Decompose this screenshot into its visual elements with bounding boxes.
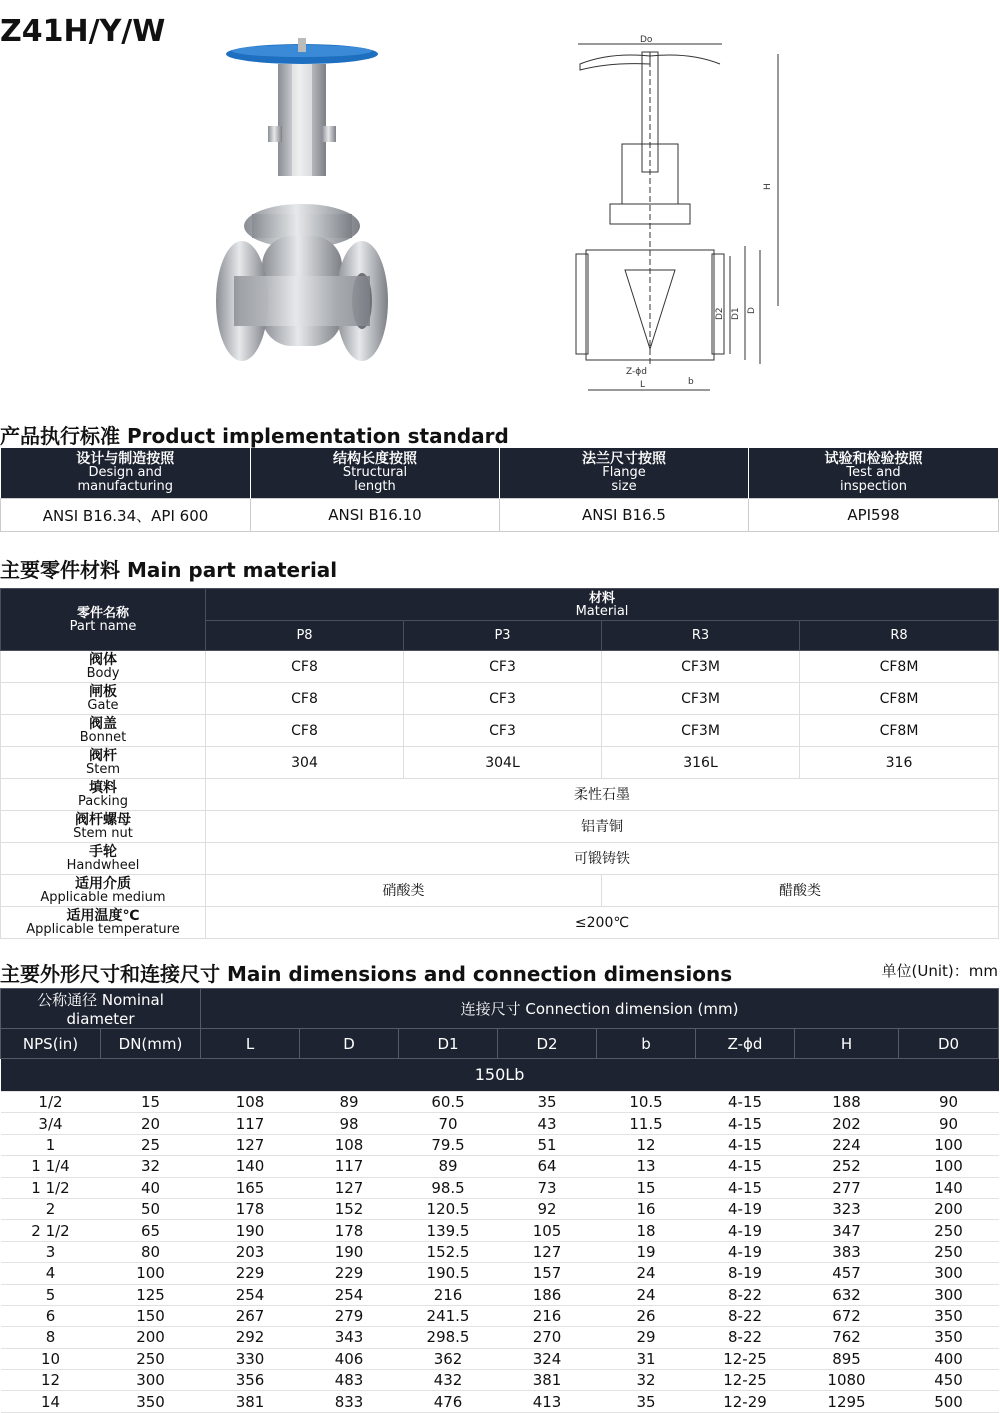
dim-col-header: D — [300, 1029, 399, 1059]
part-packing: 填料 Packing — [1, 779, 206, 811]
dim-cell: 100 — [899, 1156, 999, 1177]
dim-cell: 127 — [300, 1177, 399, 1198]
cell: CF3 — [404, 651, 602, 683]
dim-cell: 300 — [899, 1284, 999, 1305]
class-row: 150Lb — [1, 1059, 999, 1092]
cell: 醋酸类 — [602, 875, 999, 907]
dim-cell: 24 — [597, 1284, 696, 1305]
dim-cell: 79.5 — [399, 1134, 498, 1155]
table-row — [1, 1198, 999, 1219]
cell: CF8 — [206, 715, 404, 747]
cell: 304L — [404, 747, 602, 779]
dimensions-table — [0, 988, 999, 1413]
dim-cell: 43 — [498, 1113, 597, 1134]
table-row — [1, 651, 999, 683]
table-row — [1, 1177, 999, 1198]
dim-cell: 3 — [1, 1241, 101, 1262]
dim-cell: 279 — [300, 1305, 399, 1326]
part-medium: 适用介质 Applicable medium — [1, 875, 206, 907]
dim-cell: 200 — [899, 1198, 999, 1219]
dim-col-header: b — [597, 1029, 696, 1059]
dim-cell: 80 — [101, 1241, 201, 1262]
dim-cell: 13 — [597, 1156, 696, 1177]
standard-col-length: 结构长度按照 Structural length — [251, 448, 500, 499]
dim-cell: 31 — [597, 1348, 696, 1369]
dim-cell: 178 — [201, 1198, 300, 1219]
dim-cell: 292 — [201, 1327, 300, 1348]
dim-cell: 15 — [597, 1177, 696, 1198]
dim-cell: 139.5 — [399, 1220, 498, 1241]
dim-cell: 150 — [101, 1305, 201, 1326]
dimensions-heading: 主要外形尺寸和连接尺寸 Main dimensions and connection dimensions — [0, 962, 733, 986]
table-row — [1, 1113, 999, 1134]
dim-cell: 1/2 — [1, 1092, 101, 1113]
cell: ≤200℃ — [206, 907, 999, 939]
part-handwheel: 手轮 Handwheel — [1, 843, 206, 875]
dim-cell: 323 — [795, 1198, 899, 1219]
dim-cell: 127 — [201, 1134, 300, 1155]
part-stem: 阀杆 Stem — [1, 747, 206, 779]
product-model-title: Z41H/Y/W — [0, 14, 166, 49]
dim-cell: 20 — [101, 1113, 201, 1134]
dim-cell: 216 — [399, 1284, 498, 1305]
dim-cell: 1 1/4 — [1, 1156, 101, 1177]
table-row — [1, 1241, 999, 1262]
dim-cell: 324 — [498, 1348, 597, 1369]
table-row — [1, 843, 999, 875]
dim-cell: 4-15 — [696, 1092, 795, 1113]
dim-cell: 6 — [1, 1305, 101, 1326]
dim-cell: 65 — [101, 1220, 201, 1241]
dim-cell: 8-19 — [696, 1263, 795, 1284]
dim-cell: 10.5 — [597, 1092, 696, 1113]
dim-cell: 100 — [101, 1263, 201, 1284]
table-row — [1, 1305, 999, 1326]
dim-col-header: DN(mm) — [101, 1029, 201, 1059]
dim-cell: 125 — [101, 1284, 201, 1305]
material-table — [0, 588, 999, 939]
part-body: 阀体 Body — [1, 651, 206, 683]
dim-cell: 500 — [899, 1391, 999, 1412]
dim-cell: 4-19 — [696, 1198, 795, 1219]
dim-col-header: D1 — [399, 1029, 498, 1059]
cell: 柔性石墨 — [206, 779, 999, 811]
standard-col-design: 设计与制造按照 Design and manufacturing — [1, 448, 251, 499]
table-row — [1, 683, 999, 715]
dim-cell: 270 — [498, 1327, 597, 1348]
dim-cell: 12-25 — [696, 1348, 795, 1369]
cell: 316 — [800, 747, 999, 779]
dim-cell: 350 — [101, 1391, 201, 1412]
dim-col-header: D0 — [899, 1029, 999, 1059]
dim-cell: 1080 — [795, 1370, 899, 1391]
dim-cell: 362 — [399, 1348, 498, 1369]
dim-cell: 8-22 — [696, 1327, 795, 1348]
dim-cell: 241.5 — [399, 1305, 498, 1326]
cell: CF3M — [602, 715, 800, 747]
standard-value: API598 — [749, 499, 999, 532]
cell: CF8M — [800, 651, 999, 683]
valve-dimension-drawing — [570, 34, 790, 396]
dim-cell: 50 — [101, 1198, 201, 1219]
grade-r8: R8 — [800, 621, 999, 651]
dim-cell: 70 — [399, 1113, 498, 1134]
dim-col-header: D2 — [498, 1029, 597, 1059]
dim-cell: 152 — [300, 1198, 399, 1219]
dim-cell: 298.5 — [399, 1327, 498, 1348]
dim-cell: 277 — [795, 1177, 899, 1198]
dim-cell: 120.5 — [399, 1198, 498, 1219]
grade-p8: P8 — [206, 621, 404, 651]
dim-cell: 188 — [795, 1092, 899, 1113]
dim-cell: 140 — [899, 1177, 999, 1198]
unit-label: 单位(Unit)：mm — [881, 962, 998, 980]
table-row — [1, 747, 999, 779]
cell: CF8M — [800, 683, 999, 715]
cell: CF3 — [404, 715, 602, 747]
dim-cell: 108 — [300, 1134, 399, 1155]
dim-cell: 4 — [1, 1263, 101, 1284]
dim-col-header: Z-ϕd — [696, 1029, 795, 1059]
d-label: D — [747, 307, 757, 314]
cell: 硝酸类 — [206, 875, 602, 907]
do-label: Do — [640, 35, 653, 45]
dim-cell: 90 — [899, 1113, 999, 1134]
d2-label: D2 — [715, 307, 725, 320]
standard-value: ANSI B16.34、API 600 — [1, 499, 251, 532]
cell: 304 — [206, 747, 404, 779]
dim-cell: 254 — [201, 1284, 300, 1305]
dim-cell: 12 — [1, 1370, 101, 1391]
standard-heading: 产品执行标准 Product implementation standard — [0, 424, 509, 448]
table-row — [1, 811, 999, 843]
cell: CF3M — [602, 651, 800, 683]
dim-col-header: NPS(in) — [1, 1029, 101, 1059]
dim-col-header: H — [795, 1029, 899, 1059]
table-row — [1, 907, 999, 939]
dim-cell: 4-15 — [696, 1177, 795, 1198]
dim-cell: 381 — [201, 1391, 300, 1412]
dim-cell: 117 — [300, 1156, 399, 1177]
dim-cell: 483 — [300, 1370, 399, 1391]
dim-cell: 267 — [201, 1305, 300, 1326]
dim-cell: 89 — [399, 1156, 498, 1177]
dim-cell: 203 — [201, 1241, 300, 1262]
part-temperature: 适用温度℃ Applicable temperature — [1, 907, 206, 939]
dim-cell: 432 — [399, 1370, 498, 1391]
dim-cell: 632 — [795, 1284, 899, 1305]
dim-cell: 73 — [498, 1177, 597, 1198]
dim-cell: 64 — [498, 1156, 597, 1177]
cell: 铝青铜 — [206, 811, 999, 843]
dim-cell: 105 — [498, 1220, 597, 1241]
dim-cell: 14 — [1, 1391, 101, 1412]
dim-cell: 1295 — [795, 1391, 899, 1412]
dim-cell: 254 — [300, 1284, 399, 1305]
standard-value: ANSI B16.10 — [251, 499, 500, 532]
dim-cell: 18 — [597, 1220, 696, 1241]
dim-cell: 2 1/2 — [1, 1220, 101, 1241]
grade-r3: R3 — [602, 621, 800, 651]
dim-cell: 383 — [795, 1241, 899, 1262]
dim-cell: 40 — [101, 1177, 201, 1198]
dim-cell: 25 — [101, 1134, 201, 1155]
dim-cell: 51 — [498, 1134, 597, 1155]
dim-cell: 32 — [597, 1370, 696, 1391]
cell: 316L — [602, 747, 800, 779]
dim-cell: 108 — [201, 1092, 300, 1113]
connection-dimension-header: 连接尺寸 Connection dimension (mm) — [201, 989, 999, 1029]
dim-cell: 300 — [101, 1370, 201, 1391]
dim-cell: 250 — [899, 1241, 999, 1262]
dim-cell: 165 — [201, 1177, 300, 1198]
table-row — [1, 1284, 999, 1305]
dim-cell: 343 — [300, 1327, 399, 1348]
dim-col-header: L — [201, 1029, 300, 1059]
dim-cell: 216 — [498, 1305, 597, 1326]
dim-cell: 140 — [201, 1156, 300, 1177]
table-row — [1, 875, 999, 907]
dim-cell: 89 — [300, 1092, 399, 1113]
dim-cell: 400 — [899, 1348, 999, 1369]
dim-cell: 252 — [795, 1156, 899, 1177]
dim-cell: 152.5 — [399, 1241, 498, 1262]
standard-value: ANSI B16.5 — [500, 499, 749, 532]
dim-cell: 12-25 — [696, 1370, 795, 1391]
dim-cell: 2 — [1, 1198, 101, 1219]
dim-cell: 4-19 — [696, 1241, 795, 1262]
dim-cell: 200 — [101, 1327, 201, 1348]
dim-cell: 406 — [300, 1348, 399, 1369]
dim-cell: 8-22 — [696, 1305, 795, 1326]
dim-cell: 190.5 — [399, 1263, 498, 1284]
cell: CF8 — [206, 651, 404, 683]
material-heading: 主要零件材料 Main part material — [0, 558, 338, 582]
dim-cell: 19 — [597, 1241, 696, 1262]
dim-cell: 229 — [201, 1263, 300, 1284]
dim-cell: 356 — [201, 1370, 300, 1391]
dim-cell: 300 — [899, 1263, 999, 1284]
dim-cell: 12-29 — [696, 1391, 795, 1412]
cell: CF8M — [800, 715, 999, 747]
dim-cell: 117 — [201, 1113, 300, 1134]
dim-cell: 350 — [899, 1305, 999, 1326]
dim-cell: 1 1/2 — [1, 1177, 101, 1198]
dim-cell: 4-15 — [696, 1113, 795, 1134]
dim-cell: 457 — [795, 1263, 899, 1284]
dim-cell: 672 — [795, 1305, 899, 1326]
dim-cell: 350 — [899, 1327, 999, 1348]
dim-cell: 4-15 — [696, 1134, 795, 1155]
dim-cell: 29 — [597, 1327, 696, 1348]
dim-cell: 1 — [1, 1134, 101, 1155]
dim-cell: 5 — [1, 1284, 101, 1305]
part-stem-nut: 阀杆螺母 Stem nut — [1, 811, 206, 843]
dim-cell: 250 — [899, 1220, 999, 1241]
dim-cell: 98 — [300, 1113, 399, 1134]
table-row — [1, 1370, 999, 1391]
b-label: b — [688, 377, 694, 387]
dim-cell: 4-15 — [696, 1156, 795, 1177]
dim-cell: 450 — [899, 1370, 999, 1391]
dim-cell: 178 — [300, 1220, 399, 1241]
valve-photo — [212, 36, 392, 396]
dim-cell: 202 — [795, 1113, 899, 1134]
dim-cell: 12 — [597, 1134, 696, 1155]
dim-cell: 833 — [300, 1391, 399, 1412]
standard-table — [0, 448, 999, 532]
dim-cell: 90 — [899, 1092, 999, 1113]
dim-cell: 98.5 — [399, 1177, 498, 1198]
cell: 可锻铸铁 — [206, 843, 999, 875]
dim-cell: 4-19 — [696, 1220, 795, 1241]
grade-p3: P3 — [404, 621, 602, 651]
table-row — [1, 715, 999, 747]
dim-cell: 15 — [101, 1092, 201, 1113]
dim-cell: 190 — [201, 1220, 300, 1241]
dim-cell: 35 — [498, 1092, 597, 1113]
table-row — [1, 1263, 999, 1284]
cell: CF8 — [206, 683, 404, 715]
table-row — [1, 1156, 999, 1177]
material-header: 材料 Material — [206, 589, 999, 621]
dim-cell: 3/4 — [1, 1113, 101, 1134]
nominal-diameter-header: 公称通径 Nominal diameter — [1, 989, 201, 1029]
dim-cell: 895 — [795, 1348, 899, 1369]
table-row — [1, 1220, 999, 1241]
dim-cell: 330 — [201, 1348, 300, 1369]
table-row — [1, 1092, 999, 1113]
dim-cell: 250 — [101, 1348, 201, 1369]
dim-cell: 8-22 — [696, 1284, 795, 1305]
table-row — [1, 1391, 999, 1412]
standard-col-flange: 法兰尺寸按照 Flange size — [500, 448, 749, 499]
d1-label: D1 — [731, 307, 741, 320]
l-label: L — [640, 380, 646, 390]
dim-cell: 476 — [399, 1391, 498, 1412]
dim-cell: 100 — [899, 1134, 999, 1155]
cell: CF3 — [404, 683, 602, 715]
cell: CF3M — [602, 683, 800, 715]
dim-cell: 11.5 — [597, 1113, 696, 1134]
dim-cell: 229 — [300, 1263, 399, 1284]
table-row — [1, 1327, 999, 1348]
dim-cell: 762 — [795, 1327, 899, 1348]
dim-cell: 16 — [597, 1198, 696, 1219]
table-row — [1, 779, 999, 811]
dim-cell: 10 — [1, 1348, 101, 1369]
dim-cell: 224 — [795, 1134, 899, 1155]
dim-cell: 60.5 — [399, 1092, 498, 1113]
part-bonnet: 阀盖 Bonnet — [1, 715, 206, 747]
dim-cell: 32 — [101, 1156, 201, 1177]
part-name-header: 零件名称 Part name — [1, 589, 206, 651]
dim-cell: 381 — [498, 1370, 597, 1391]
dim-cell: 8 — [1, 1327, 101, 1348]
table-row — [1, 1348, 999, 1369]
h-label: H — [763, 183, 773, 190]
part-gate: 闸板 Gate — [1, 683, 206, 715]
dim-cell: 190 — [300, 1241, 399, 1262]
table-row — [1, 1134, 999, 1155]
dim-cell: 157 — [498, 1263, 597, 1284]
dim-cell: 186 — [498, 1284, 597, 1305]
z-label: Z-ϕd — [626, 367, 647, 377]
dim-cell: 92 — [498, 1198, 597, 1219]
dim-cell: 35 — [597, 1391, 696, 1412]
dim-cell: 413 — [498, 1391, 597, 1412]
dim-cell: 127 — [498, 1241, 597, 1262]
dim-cell: 26 — [597, 1305, 696, 1326]
standard-col-test: 试验和检验按照 Test and inspection — [749, 448, 999, 499]
dim-cell: 24 — [597, 1263, 696, 1284]
dim-cell: 347 — [795, 1220, 899, 1241]
